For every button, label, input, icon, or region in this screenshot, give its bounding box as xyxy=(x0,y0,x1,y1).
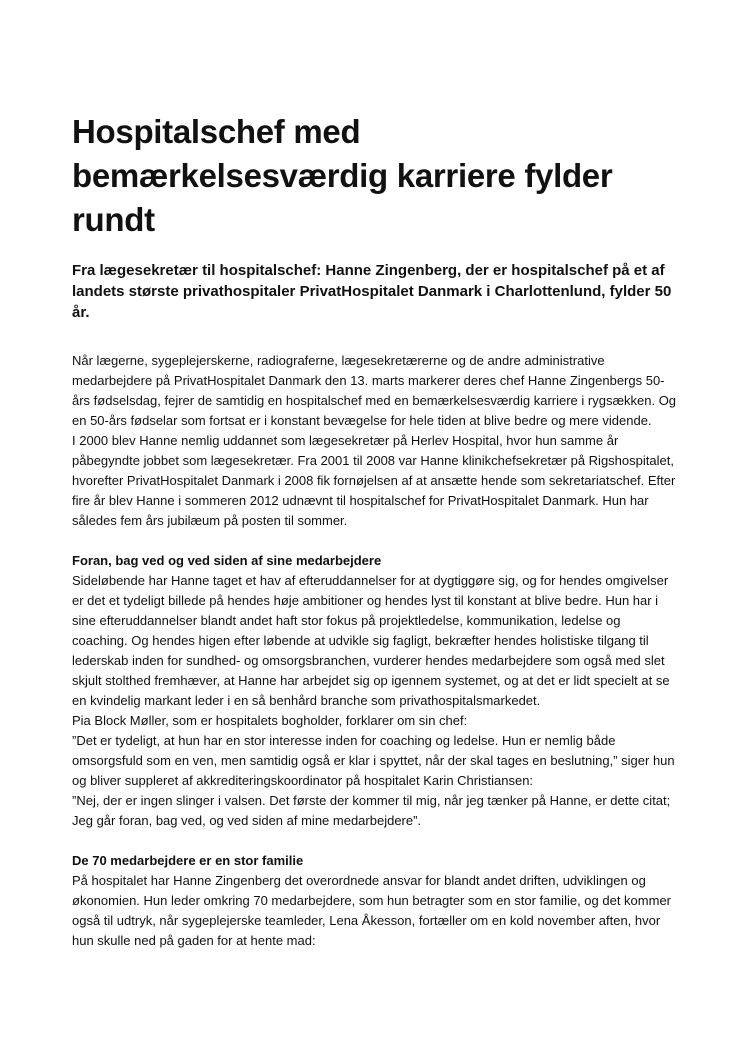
quote-paragraph: ”Nej, der er ingen slinger i valsen. Det første der kommer til mig, når jeg tænker på Hanne, er dette citat; Jeg går foran, bag ved, og ved siden af mine medarbejdere”. xyxy=(72,793,671,828)
article-lead: Fra lægesekretær til hospitalschef: Hanne Zingenberg, der er hospitalschef på et af landets største privathospitaler PrivatHospitalet Danmark i Charlottenlund, fylder 50 år. xyxy=(72,262,672,321)
article-body xyxy=(72,351,677,951)
section-heading: Foran, bag ved og ved siden af sine medarbejdere xyxy=(72,553,382,568)
paragraph: Pia Block Møller, som er hospitalets bogholder, forklarer om sin chef: xyxy=(72,713,468,728)
document-page xyxy=(72,110,677,951)
paragraph: Sideløbende har Hanne taget et hav af efteruddannelser for at dygtiggøre sig, og for hendes omgivelser er det et tydeligt billede på hendes høje ambitioner og hendes lyst til konstant at blive bedre. Hun har i sine efteruddannelser blandt andet haft stor fokus på projektledelse, kommunikation, ledelse og coaching. Og hendes higen efter løbende at udvikle sig fagligt, bekræfter hendes holistiske tilgang til lederskab inden for sundhed- og omsorgsbranchen, vurderer hendes medarbejdere som også med slet skjult stolthed fremhæver, at Hanne har arbejdet sig op igennem systemet, og at det er lidt specielt at se en kvindelig markant leder i en så benhård branche som privathospitalsmarkedet. xyxy=(72,573,670,708)
paragraph: På hospitalet har Hanne Zingenberg det overordnede ansvar for blandt andet driften, udviklingen og økonomien. Hun leder omkring 70 medarbejdere, som hun betragter som en stor familie, og det kommer også til udtryk, når sygeplejerske teamleder, Lena Åkesson, fortæller om en kold november aften, hvor hun skulle ned på gaden for at hente mad: xyxy=(72,873,672,948)
quote-paragraph: ”Det er tydeligt, at hun har en stor interesse inden for coaching og ledelse. Hun er nemlig både omsorgsfuld som en ven, men samtidig også er klar i spyttet, når der skal tages en beslutning,” siger hun og bliver suppleret af akkrediteringskoordinator på hospitalet Karin Christiansen: xyxy=(72,733,675,788)
article-title: Hospitalschef med bemærkelsesværdig karriere fylder rundt xyxy=(72,113,613,238)
section-heading: De 70 medarbejdere er en stor familie xyxy=(72,853,304,868)
paragraph: I 2000 blev Hanne nemlig uddannet som lægesekretær på Herlev Hospital, hvor hun samme år påbegyndte jobbet som lægesekretær. Fra 2001 til 2008 var Hanne klinikchefsekretær på Rigshospitalet, hvorefter PrivatHospitalet Danmark i 2008 fik fornøjelsen af at ansætte hende som sekretariatschef. Efter fire år blev Hanne i sommeren 2012 udnævnt til hospitalschef for PrivatHospitalet Danmark. Hun har således fem års jubilæum på posten til sommer. xyxy=(72,433,676,528)
paragraph: Når lægerne, sygeplejerskerne, radiograferne, lægesekretærerne og de andre administrative medarbejdere på PrivatHospitalet Danmark den 13. marts markerer deres chef Hanne Zingenbergs 50-års fødselsdag, fejrer de samtidig en hospitalschef med en bemærkelsesværdig karriere i rygsækken. Og en 50-års fødselar som fortsat er i konstant bevægelse for hele tiden at blive bedre og mere vidende. xyxy=(72,353,677,428)
